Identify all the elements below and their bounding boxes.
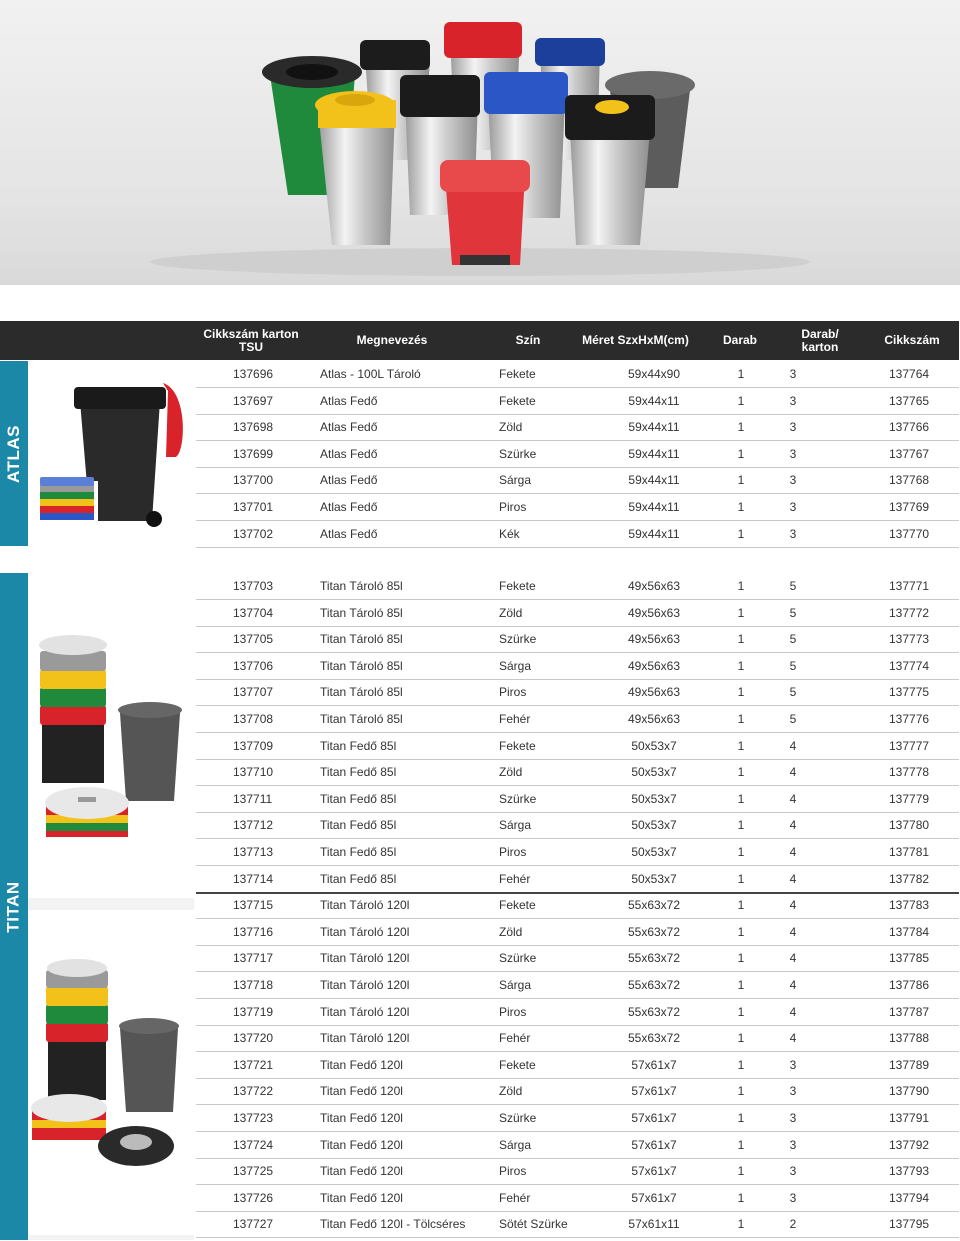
item-code-cell: 137785	[889, 951, 930, 966]
qty-cell: 1	[737, 446, 745, 461]
item-code-cell: 137778	[889, 765, 930, 780]
item-code-cell: 137769	[889, 500, 930, 514]
size-cell: 57x61x7	[631, 1137, 677, 1152]
color-cell: Fekete	[499, 393, 536, 408]
size-cell: 49x56x63	[627, 605, 681, 620]
name-cell: Titan Tároló 120l	[320, 978, 410, 992]
tsu-code-cell: 137727	[233, 1217, 274, 1232]
item-code-cell: 137764	[889, 367, 930, 381]
qty-cell: 1	[737, 1137, 745, 1152]
name-cell: Titan Tároló 85l	[320, 712, 403, 726]
color-cell: Sötét Szürke	[499, 1217, 568, 1232]
name-cell: Titan Tároló 85l	[320, 685, 403, 700]
item-code-cell: 137781	[889, 845, 930, 859]
table-row	[196, 945, 959, 972]
item-code-cell: 137786	[889, 978, 930, 992]
item-code-cell: 137795	[889, 1217, 930, 1232]
color-cell: Sárga	[499, 818, 532, 833]
qty-cell: 1	[737, 712, 745, 726]
tsu-code-cell: 137719	[233, 1004, 274, 1019]
tsu-code-cell: 137723	[233, 1111, 274, 1125]
per-carton-cell: 4	[789, 1031, 797, 1046]
header-qty: Darab	[722, 333, 757, 347]
table-row	[196, 626, 959, 653]
size-cell: 50x53x7	[631, 791, 677, 806]
tsu-code-cell: 137716	[233, 924, 274, 939]
color-cell: Sárga	[499, 978, 532, 992]
table-row	[196, 733, 959, 760]
item-code-cell: 137768	[889, 473, 930, 488]
tsu-code-cell: 137705	[233, 632, 274, 647]
name-cell: Titan Fedő 85l	[320, 818, 397, 833]
tsu-code-cell: 137720	[233, 1031, 274, 1046]
tsu-code-cell: 137706	[233, 658, 274, 673]
name-cell: Titan Tároló 120l	[320, 924, 410, 939]
size-cell: 59x44x90	[627, 367, 681, 381]
hero-product-photo	[0, 0, 960, 285]
qty-cell: 1	[737, 500, 745, 514]
item-code-cell: 137794	[889, 1190, 930, 1205]
color-cell: Fekete	[499, 579, 536, 593]
tsu-code-cell: 137725	[233, 1164, 274, 1179]
name-cell: Titan Fedő 120l	[320, 1084, 403, 1099]
per-carton-cell: 3	[789, 420, 797, 435]
tsu-code-cell: 137714	[233, 871, 274, 886]
per-carton-cell: 3	[789, 1084, 797, 1099]
qty-cell: 1	[737, 1164, 745, 1179]
name-cell: Atlas Fedő	[320, 500, 378, 514]
tsu-code-cell: 137721	[233, 1057, 274, 1072]
item-code-cell: 137792	[889, 1137, 930, 1152]
color-cell: Fehér	[499, 712, 531, 726]
tsu-code-cell: 137707	[233, 685, 274, 700]
name-cell: Titan Tároló 85l	[320, 605, 403, 620]
color-cell: Fekete	[499, 898, 536, 913]
item-code-cell: 137773	[889, 632, 930, 647]
name-cell: Titan Fedő 120l	[320, 1137, 403, 1152]
item-code-cell: 137774	[889, 658, 930, 673]
table-row	[196, 467, 959, 494]
titan-rows	[196, 573, 959, 1240]
table-row	[196, 999, 959, 1026]
name-cell: Titan Tároló 120l	[320, 898, 410, 913]
titan-section-label: TITAN	[4, 880, 24, 933]
table-row	[196, 679, 959, 706]
item-code-cell: 137767	[889, 446, 930, 461]
header-size: Méret SzxHxM(cm)	[582, 333, 689, 347]
name-cell: Atlas Fedő	[320, 420, 378, 435]
color-cell: Zöld	[499, 605, 523, 620]
color-cell: Sárga	[499, 473, 532, 488]
qty-cell: 1	[737, 526, 745, 541]
name-cell: Titan Tároló 120l	[320, 951, 410, 966]
tsu-code-cell: 137708	[233, 712, 274, 726]
table-row	[196, 1185, 959, 1212]
table-row	[196, 866, 959, 894]
qty-cell: 1	[737, 605, 745, 620]
table-row	[196, 759, 959, 786]
color-cell: Piros	[499, 1164, 527, 1179]
tsu-code-cell: 137712	[233, 818, 274, 833]
per-carton-cell: 3	[789, 1164, 797, 1179]
qty-cell: 1	[737, 1004, 745, 1019]
size-cell: 55x63x72	[627, 1031, 681, 1046]
tsu-code-cell: 137698	[233, 420, 274, 435]
item-code-cell: 137771	[889, 579, 930, 593]
name-cell: Atlas Fedő	[320, 446, 378, 461]
tsu-code-cell: 137703	[233, 579, 274, 593]
color-cell: Piros	[499, 1004, 527, 1019]
qty-cell: 1	[737, 1190, 745, 1205]
table-row	[196, 786, 959, 813]
size-cell: 49x56x63	[627, 685, 681, 700]
per-carton-cell: 4	[789, 978, 797, 992]
per-carton-cell: 3	[789, 1057, 797, 1072]
color-cell: Zöld	[499, 765, 523, 780]
name-cell: Titan Tároló 85l	[320, 579, 403, 593]
per-carton-cell: 3	[789, 1111, 797, 1125]
name-cell: Titan Tároló 120l	[320, 1004, 410, 1019]
tsu-code-cell: 137699	[233, 446, 274, 461]
color-cell: Piros	[499, 845, 527, 859]
per-carton-cell: 4	[789, 818, 797, 833]
qty-cell: 1	[737, 898, 745, 913]
per-carton-cell: 3	[789, 500, 797, 514]
header-color: Szín	[515, 333, 541, 347]
color-cell: Fehér	[499, 1190, 531, 1205]
color-cell: Fehér	[499, 1031, 531, 1046]
titan-85l-product-image	[28, 573, 194, 898]
table-row	[196, 388, 959, 415]
qty-cell: 1	[737, 978, 745, 992]
item-code-cell: 137780	[889, 818, 930, 833]
tsu-code-cell: 137700	[233, 473, 274, 488]
qty-cell: 1	[737, 658, 745, 673]
size-cell: 55x63x72	[627, 978, 681, 992]
header-name: Megnevezés	[356, 333, 428, 347]
titan-120l-illustration	[28, 910, 194, 1235]
item-code-cell: 137772	[889, 605, 930, 620]
table-row	[196, 521, 959, 548]
size-cell: 59x44x11	[628, 500, 680, 514]
tsu-code-cell: 137704	[233, 605, 274, 620]
size-cell: 50x53x7	[631, 818, 677, 833]
per-carton-cell: 5	[789, 605, 797, 620]
table-row	[196, 1132, 959, 1159]
tsu-code-cell: 137702	[233, 526, 274, 541]
titan-85l-illustration	[28, 573, 194, 898]
qty-cell: 1	[737, 924, 745, 939]
size-cell: 59x44x11	[628, 526, 680, 541]
per-carton-cell: 3	[789, 367, 797, 381]
tsu-code-cell: 137697	[233, 393, 274, 408]
size-cell: 57x61x7	[631, 1190, 677, 1205]
table-row	[196, 653, 959, 680]
table-row	[196, 892, 959, 919]
tsu-code-cell: 137722	[233, 1084, 274, 1099]
size-cell: 57x61x7	[631, 1057, 677, 1072]
name-cell: Titan Fedő 85l	[320, 765, 397, 780]
atlas-bin-illustration	[28, 361, 194, 546]
tsu-code-cell: 137711	[233, 791, 273, 806]
color-cell: Piros	[499, 685, 527, 700]
color-cell: Fehér	[499, 871, 531, 886]
color-cell: Szürke	[499, 1111, 537, 1125]
qty-cell: 1	[737, 951, 745, 966]
table-row	[196, 1105, 959, 1132]
name-cell: Titan Tároló 120l	[320, 1031, 410, 1046]
per-carton-cell: 3	[789, 526, 797, 541]
name-cell: Titan Tároló 85l	[320, 658, 403, 673]
per-carton-cell: 3	[789, 473, 797, 488]
qty-cell: 1	[737, 1217, 745, 1232]
name-cell: Titan Fedő 120l	[320, 1111, 403, 1125]
per-carton-cell: 3	[789, 1190, 797, 1205]
tsu-code-cell: 137715	[233, 898, 274, 913]
item-code-cell: 137783	[889, 898, 930, 913]
per-carton-cell: 5	[789, 658, 797, 673]
item-code-cell: 137782	[889, 871, 930, 886]
name-cell: Atlas Fedő	[320, 526, 378, 541]
color-cell: Szürke	[499, 791, 537, 806]
color-cell: Zöld	[499, 1084, 523, 1099]
item-code-cell: 137777	[889, 738, 930, 753]
per-carton-cell: 4	[789, 738, 797, 753]
color-cell: Szürke	[499, 446, 537, 461]
qty-cell: 1	[737, 791, 745, 806]
header-item-code: Cikkszám	[884, 333, 940, 347]
table-row	[196, 494, 959, 521]
item-code-cell: 137788	[889, 1031, 930, 1046]
per-carton-cell: 5	[789, 632, 797, 647]
size-cell: 50x53x7	[631, 738, 677, 753]
size-cell: 49x56x63	[627, 579, 681, 593]
name-cell: Titan Fedő 120l - Tölcséres	[320, 1217, 466, 1232]
table-row	[196, 1078, 959, 1105]
item-code-cell: 137790	[889, 1084, 930, 1099]
size-cell: 57x61x7	[631, 1084, 677, 1099]
tsu-code-cell: 137726	[233, 1190, 274, 1205]
per-carton-cell: 3	[789, 393, 797, 408]
item-code-cell: 137789	[889, 1057, 930, 1072]
color-cell: Fekete	[499, 738, 536, 753]
qty-cell: 1	[737, 1111, 745, 1125]
qty-cell: 1	[737, 632, 745, 647]
color-cell: Sárga	[499, 1137, 532, 1152]
color-cell: Szürke	[499, 632, 537, 647]
table-row	[196, 600, 959, 627]
name-cell: Titan Fedő 85l	[320, 791, 397, 806]
name-cell: Atlas - 100L Tároló	[320, 367, 421, 381]
per-carton-cell: 4	[789, 871, 797, 886]
name-cell: Titan Fedő 85l	[320, 738, 397, 753]
qty-cell: 1	[737, 473, 745, 488]
table-row	[196, 812, 959, 839]
per-carton-cell: 3	[789, 446, 797, 461]
size-cell: 50x53x7	[631, 765, 677, 780]
header-per-carton: Darab/ karton	[801, 326, 839, 354]
qty-cell: 1	[737, 738, 745, 753]
qty-cell: 1	[737, 1084, 745, 1099]
item-code-cell: 137770	[889, 526, 930, 541]
color-cell: Kék	[499, 526, 520, 541]
size-cell: 55x63x72	[627, 951, 681, 966]
tsu-code-cell: 137713	[233, 845, 274, 859]
per-carton-cell: 4	[789, 951, 797, 966]
color-cell: Sárga	[499, 658, 532, 673]
name-cell: Titan Fedő 120l	[320, 1190, 403, 1205]
item-code-cell: 137765	[889, 393, 930, 408]
size-cell: 55x63x72	[627, 924, 681, 939]
item-code-cell: 137766	[889, 420, 930, 435]
name-cell: Titan Fedő 120l	[320, 1057, 403, 1072]
per-carton-cell: 4	[789, 845, 797, 859]
bins-illustration	[0, 0, 960, 285]
header-code-tsu: Cikkszám karton TSU	[203, 326, 299, 354]
qty-cell: 1	[737, 871, 745, 886]
size-cell: 55x63x72	[627, 898, 681, 913]
tsu-code-cell: 137696	[233, 367, 274, 381]
atlas-product-image	[28, 361, 194, 546]
table-row	[196, 441, 959, 468]
per-carton-cell: 4	[789, 1004, 797, 1019]
size-cell: 59x44x11	[628, 446, 680, 461]
qty-cell: 1	[737, 845, 745, 859]
size-cell: 50x53x7	[631, 871, 677, 886]
per-carton-cell: 4	[789, 765, 797, 780]
tsu-code-cell: 137724	[233, 1137, 274, 1152]
name-cell: Titan Fedő 120l	[320, 1164, 403, 1179]
tsu-code-cell: 137701	[233, 500, 274, 514]
color-cell: Szürke	[499, 951, 537, 966]
size-cell: 49x56x63	[627, 632, 681, 647]
qty-cell: 1	[737, 765, 745, 780]
color-cell: Fekete	[499, 1057, 536, 1072]
tsu-code-cell: 137710	[233, 765, 274, 780]
qty-cell: 1	[737, 1057, 745, 1072]
item-code-cell: 137779	[889, 791, 930, 806]
tsu-code-cell: 137709	[233, 738, 274, 753]
item-code-cell: 137787	[889, 1004, 930, 1019]
qty-cell: 1	[737, 685, 745, 700]
size-cell: 57x61x7	[631, 1111, 677, 1125]
color-cell: Zöld	[499, 924, 523, 939]
size-cell: 50x53x7	[631, 845, 677, 859]
table-row	[196, 839, 959, 866]
per-carton-cell: 5	[789, 579, 797, 593]
size-cell: 55x63x72	[627, 1004, 681, 1019]
per-carton-cell: 5	[789, 685, 797, 700]
name-cell: Titan Fedő 85l	[320, 845, 397, 859]
table-row	[196, 1052, 959, 1079]
size-cell: 49x56x63	[627, 712, 681, 726]
tsu-code-cell: 137717	[233, 951, 274, 966]
size-cell: 57x61x11	[628, 1217, 680, 1232]
table-row	[196, 1158, 959, 1185]
qty-cell: 1	[737, 579, 745, 593]
atlas-section-label: ATLAS	[4, 424, 23, 483]
table-row	[196, 1025, 959, 1052]
size-cell: 59x44x11	[628, 420, 680, 435]
size-cell: 59x44x11	[628, 473, 680, 488]
qty-cell: 1	[737, 818, 745, 833]
table-row	[196, 972, 959, 999]
qty-cell: 1	[737, 1031, 745, 1046]
per-carton-cell: 4	[789, 898, 797, 913]
per-carton-cell: 5	[789, 712, 797, 726]
qty-cell: 1	[737, 393, 745, 408]
per-carton-cell: 3	[789, 1137, 797, 1152]
table-row	[196, 706, 959, 733]
item-code-cell: 137776	[889, 712, 930, 726]
titan-120l-product-image	[28, 910, 194, 1235]
per-carton-cell: 4	[789, 924, 797, 939]
size-cell: 57x61x7	[631, 1164, 677, 1179]
name-cell: Atlas Fedő	[320, 473, 378, 488]
color-cell: Piros	[499, 500, 527, 514]
size-cell: 49x56x63	[627, 658, 681, 673]
qty-cell: 1	[737, 367, 745, 381]
name-cell: Atlas Fedő	[320, 393, 378, 408]
table-row	[196, 919, 959, 946]
per-carton-cell: 4	[789, 791, 797, 806]
table-row	[196, 414, 959, 441]
per-carton-cell: 2	[789, 1217, 797, 1232]
name-cell: Titan Fedő 85l	[320, 871, 397, 886]
size-cell: 59x44x11	[628, 393, 680, 408]
item-code-cell: 137784	[889, 924, 930, 939]
atlas-rows	[196, 361, 959, 546]
item-code-cell: 137791	[889, 1111, 930, 1125]
table-row	[196, 573, 959, 600]
tsu-code-cell: 137718	[233, 978, 274, 992]
item-code-cell: 137775	[889, 685, 930, 700]
color-cell: Zöld	[499, 420, 523, 435]
table-row	[196, 1211, 959, 1238]
item-code-cell: 137793	[889, 1164, 930, 1179]
color-cell: Fekete	[499, 367, 536, 381]
table-header	[0, 321, 959, 360]
name-cell: Titan Tároló 85l	[320, 632, 403, 647]
table-row	[196, 361, 959, 388]
qty-cell: 1	[737, 420, 745, 435]
